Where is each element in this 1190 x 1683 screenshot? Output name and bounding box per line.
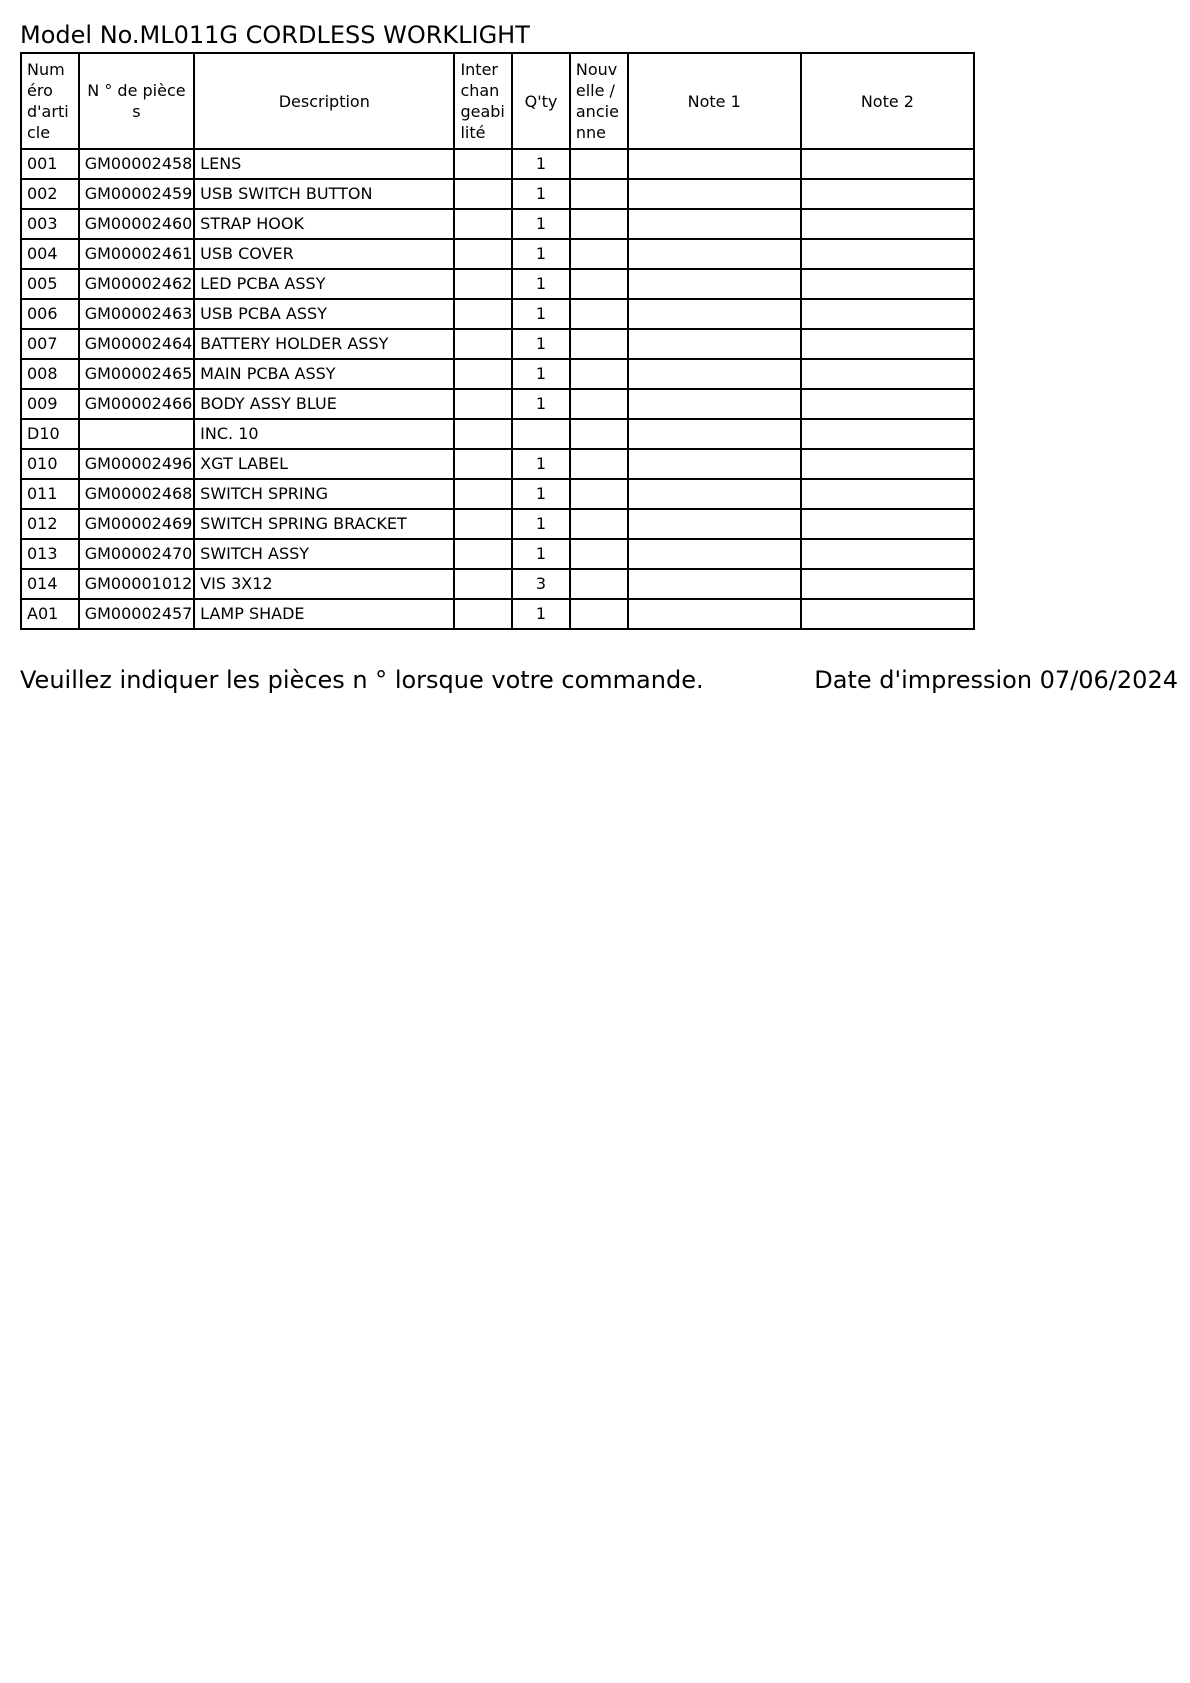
table-row bbox=[21, 509, 974, 539]
cell-interchangeability bbox=[454, 449, 512, 479]
header-new-old: Nouvelle / ancienne bbox=[570, 53, 628, 149]
cell-new-old bbox=[570, 509, 628, 539]
cell-part-no: GM00002457 bbox=[79, 599, 194, 629]
cell-note1 bbox=[628, 269, 801, 299]
table-row bbox=[21, 449, 974, 479]
cell-new-old bbox=[570, 359, 628, 389]
cell-part-no: GM00002464 bbox=[79, 329, 194, 359]
cell-note1 bbox=[628, 359, 801, 389]
cell-new-old bbox=[570, 599, 628, 629]
cell-description: USB COVER bbox=[194, 239, 454, 269]
cell-note1 bbox=[628, 149, 801, 179]
cell-new-old bbox=[570, 269, 628, 299]
cell-qty: 1 bbox=[512, 269, 570, 299]
table-row bbox=[21, 569, 974, 599]
cell-part-no: GM00002496 bbox=[79, 449, 194, 479]
cell-note2 bbox=[801, 359, 974, 389]
cell-note1 bbox=[628, 209, 801, 239]
order-instruction: Veuillez indiquer les pièces n ° lorsque votre commande. bbox=[20, 666, 704, 694]
cell-note2 bbox=[801, 479, 974, 509]
cell-description: INC. 10 bbox=[194, 419, 454, 449]
cell-note2 bbox=[801, 599, 974, 629]
cell-interchangeability bbox=[454, 569, 512, 599]
cell-qty: 1 bbox=[512, 449, 570, 479]
cell-qty: 1 bbox=[512, 359, 570, 389]
cell-interchangeability bbox=[454, 509, 512, 539]
cell-interchangeability bbox=[454, 389, 512, 419]
cell-part-no: GM00001012 bbox=[79, 569, 194, 599]
cell-note1 bbox=[628, 539, 801, 569]
cell-qty: 1 bbox=[512, 599, 570, 629]
cell-item-no: 007 bbox=[21, 329, 79, 359]
header-note2: Note 2 bbox=[801, 53, 974, 149]
table-row bbox=[21, 329, 974, 359]
table-row bbox=[21, 539, 974, 569]
cell-note1 bbox=[628, 509, 801, 539]
cell-part-no: GM00002468 bbox=[79, 479, 194, 509]
cell-description: USB SWITCH BUTTON bbox=[194, 179, 454, 209]
cell-description: BODY ASSY BLUE bbox=[194, 389, 454, 419]
table-row bbox=[21, 359, 974, 389]
cell-part-no: GM00002469 bbox=[79, 509, 194, 539]
cell-part-no: GM00002463 bbox=[79, 299, 194, 329]
cell-description: SWITCH SPRING BRACKET bbox=[194, 509, 454, 539]
cell-note1 bbox=[628, 179, 801, 209]
cell-interchangeability bbox=[454, 149, 512, 179]
table-row bbox=[21, 209, 974, 239]
cell-note2 bbox=[801, 569, 974, 599]
cell-interchangeability bbox=[454, 299, 512, 329]
table-row bbox=[21, 389, 974, 419]
cell-description: LED PCBA ASSY bbox=[194, 269, 454, 299]
cell-note2 bbox=[801, 329, 974, 359]
cell-qty: 1 bbox=[512, 209, 570, 239]
cell-interchangeability bbox=[454, 539, 512, 569]
cell-new-old bbox=[570, 419, 628, 449]
cell-new-old bbox=[570, 449, 628, 479]
header-qty: Q'ty bbox=[512, 53, 570, 149]
table-row bbox=[21, 269, 974, 299]
cell-item-no: A01 bbox=[21, 599, 79, 629]
cell-qty: 3 bbox=[512, 569, 570, 599]
cell-note1 bbox=[628, 569, 801, 599]
cell-item-no: 003 bbox=[21, 209, 79, 239]
cell-part-no: GM00002470 bbox=[79, 539, 194, 569]
cell-note1 bbox=[628, 239, 801, 269]
cell-qty: 1 bbox=[512, 179, 570, 209]
table-row bbox=[21, 179, 974, 209]
cell-item-no: 014 bbox=[21, 569, 79, 599]
cell-note2 bbox=[801, 389, 974, 419]
cell-note1 bbox=[628, 599, 801, 629]
cell-item-no: 005 bbox=[21, 269, 79, 299]
cell-item-no: 012 bbox=[21, 509, 79, 539]
cell-interchangeability bbox=[454, 329, 512, 359]
header-description: Description bbox=[194, 53, 454, 149]
cell-part-no: GM00002459 bbox=[79, 179, 194, 209]
cell-qty bbox=[512, 419, 570, 449]
parts-table bbox=[20, 52, 975, 630]
page-title: Model No.ML011G CORDLESS WORKLIGHT bbox=[20, 21, 530, 49]
table-row bbox=[21, 479, 974, 509]
cell-description: SWITCH SPRING bbox=[194, 479, 454, 509]
cell-qty: 1 bbox=[512, 299, 570, 329]
table-row bbox=[21, 299, 974, 329]
cell-note2 bbox=[801, 509, 974, 539]
cell-new-old bbox=[570, 299, 628, 329]
cell-note2 bbox=[801, 539, 974, 569]
cell-description: USB PCBA ASSY bbox=[194, 299, 454, 329]
cell-new-old bbox=[570, 179, 628, 209]
cell-interchangeability bbox=[454, 269, 512, 299]
cell-note2 bbox=[801, 209, 974, 239]
cell-item-no: 004 bbox=[21, 239, 79, 269]
header-note1: Note 1 bbox=[628, 53, 801, 149]
cell-description: BATTERY HOLDER ASSY bbox=[194, 329, 454, 359]
table-row bbox=[21, 239, 974, 269]
table-row bbox=[21, 149, 974, 179]
cell-part-no: GM00002462 bbox=[79, 269, 194, 299]
cell-note2 bbox=[801, 149, 974, 179]
cell-description: STRAP HOOK bbox=[194, 209, 454, 239]
cell-new-old bbox=[570, 209, 628, 239]
cell-new-old bbox=[570, 389, 628, 419]
cell-item-no: 008 bbox=[21, 359, 79, 389]
cell-note2 bbox=[801, 179, 974, 209]
table-row bbox=[21, 599, 974, 629]
cell-part-no: GM00002458 bbox=[79, 149, 194, 179]
cell-note1 bbox=[628, 479, 801, 509]
cell-item-no: 013 bbox=[21, 539, 79, 569]
cell-description: VIS 3X12 bbox=[194, 569, 454, 599]
cell-part-no bbox=[79, 419, 194, 449]
header-item-no: Numéro d'article bbox=[21, 53, 79, 149]
cell-part-no: GM00002466 bbox=[79, 389, 194, 419]
cell-item-no: 006 bbox=[21, 299, 79, 329]
cell-new-old bbox=[570, 479, 628, 509]
header-part-no: N ° de pièces bbox=[79, 53, 194, 149]
print-date: Date d'impression 07/06/2024 bbox=[814, 666, 1178, 694]
cell-item-no: 002 bbox=[21, 179, 79, 209]
cell-interchangeability bbox=[454, 359, 512, 389]
table-row bbox=[21, 419, 974, 449]
cell-item-no: 009 bbox=[21, 389, 79, 419]
cell-item-no: 011 bbox=[21, 479, 79, 509]
cell-note2 bbox=[801, 449, 974, 479]
cell-interchangeability bbox=[454, 239, 512, 269]
cell-qty: 1 bbox=[512, 389, 570, 419]
cell-qty: 1 bbox=[512, 149, 570, 179]
cell-part-no: GM00002460 bbox=[79, 209, 194, 239]
cell-new-old bbox=[570, 569, 628, 599]
cell-interchangeability bbox=[454, 599, 512, 629]
cell-note1 bbox=[628, 329, 801, 359]
cell-note2 bbox=[801, 419, 974, 449]
cell-qty: 1 bbox=[512, 479, 570, 509]
cell-description: SWITCH ASSY bbox=[194, 539, 454, 569]
cell-item-no: 010 bbox=[21, 449, 79, 479]
cell-note2 bbox=[801, 299, 974, 329]
cell-new-old bbox=[570, 149, 628, 179]
cell-note1 bbox=[628, 299, 801, 329]
cell-description: LAMP SHADE bbox=[194, 599, 454, 629]
cell-note1 bbox=[628, 389, 801, 419]
cell-new-old bbox=[570, 539, 628, 569]
cell-part-no: GM00002461 bbox=[79, 239, 194, 269]
cell-qty: 1 bbox=[512, 539, 570, 569]
cell-qty: 1 bbox=[512, 509, 570, 539]
cell-description: XGT LABEL bbox=[194, 449, 454, 479]
cell-note1 bbox=[628, 419, 801, 449]
cell-new-old bbox=[570, 239, 628, 269]
cell-new-old bbox=[570, 329, 628, 359]
cell-interchangeability bbox=[454, 209, 512, 239]
cell-qty: 1 bbox=[512, 329, 570, 359]
cell-note2 bbox=[801, 269, 974, 299]
cell-item-no: 001 bbox=[21, 149, 79, 179]
cell-interchangeability bbox=[454, 479, 512, 509]
table-header-row bbox=[21, 53, 974, 149]
cell-qty: 1 bbox=[512, 239, 570, 269]
cell-note1 bbox=[628, 449, 801, 479]
cell-description: LENS bbox=[194, 149, 454, 179]
cell-part-no: GM00002465 bbox=[79, 359, 194, 389]
header-interchangeability: Interchangeabilité bbox=[454, 53, 512, 149]
parts-table-body bbox=[21, 149, 974, 629]
cell-note2 bbox=[801, 239, 974, 269]
cell-interchangeability bbox=[454, 179, 512, 209]
cell-interchangeability bbox=[454, 419, 512, 449]
cell-description: MAIN PCBA ASSY bbox=[194, 359, 454, 389]
cell-item-no: D10 bbox=[21, 419, 79, 449]
